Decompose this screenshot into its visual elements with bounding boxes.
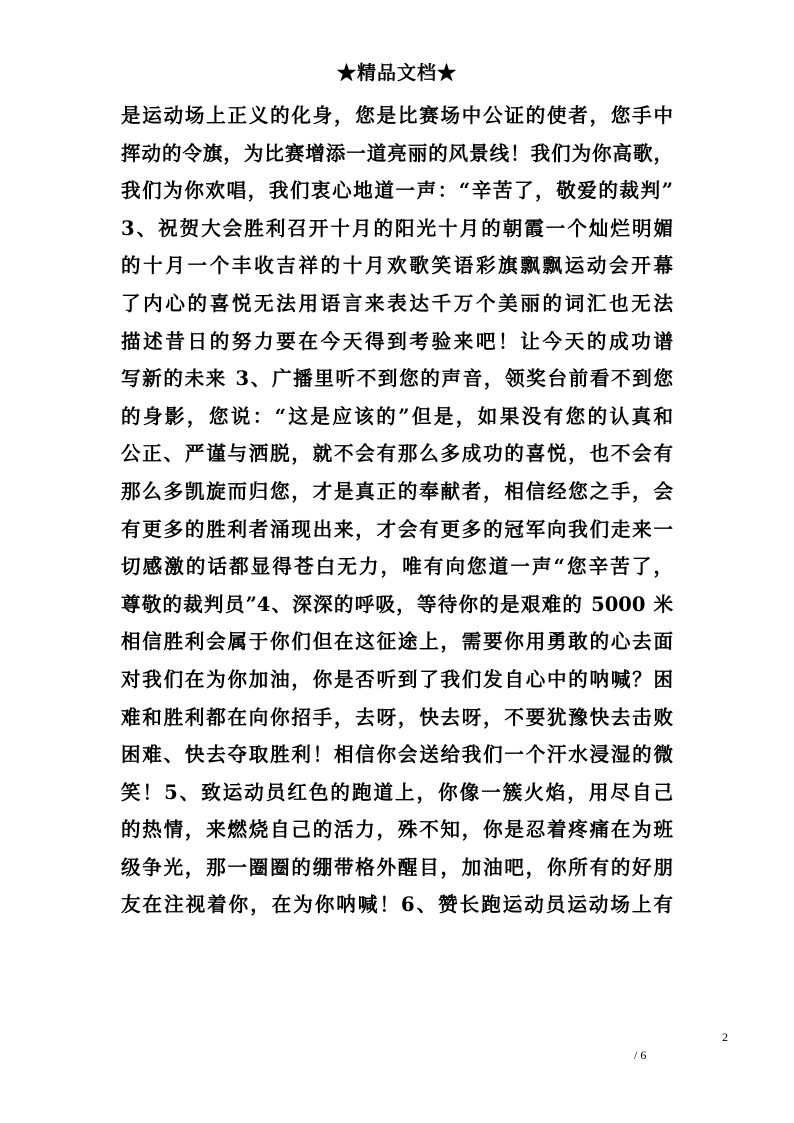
text-line: 我们为你欢唱，我们衷心地道一声：“辛苦了，敬爱的裁判” (121, 179, 673, 203)
text-line: 写新的未来 3、广播里听不到您的声音，领奖台前看不到您 (121, 367, 673, 391)
text-line: 公正、严谨与洒脱，就不会有那么多成功的喜悦，也不会有 (121, 442, 673, 466)
text-line: 困难、快去夺取胜利！相信你会送给我们一个汗水浸湿的微 (121, 743, 673, 767)
text-line: 的热情，来燃烧自己的活力，殊不知，你是忍着疼痛在为班 (121, 818, 673, 842)
text-line: 了内心的喜悦无法用语言来表达千万个美丽的词汇也无法 (121, 291, 673, 315)
text-line: 3、祝贺大会胜利召开十月的阳光十月的朝霞一个灿烂明媚 (121, 216, 673, 240)
text-line: 挥动的令旗，为比赛增添一道亮丽的风景线！我们为你高歌， (121, 141, 673, 165)
text-line: 对我们在为你加油，你是否听到了我们发自心中的呐喊？困 (121, 667, 673, 691)
page-number: 2 (722, 1030, 728, 1044)
text-line: 友在注视着你，在为你呐喊！6、赞长跑运动员运动场上有 (121, 893, 673, 917)
text-line: 切感激的话都显得苍白无力，唯有向您道一声“您辛苦了， (121, 555, 673, 579)
text-line: 难和胜利都在向你招手，去呀，快去呀，不要犹豫快去击败 (121, 705, 673, 729)
text-line: 有更多的胜利者涌现出来，才会有更多的冠军向我们走来一 (121, 517, 673, 541)
text-line: 相信胜利会属于你们但在这征途上，需要你用勇敢的心去面 (121, 630, 673, 654)
text-line: 的十月一个丰收吉祥的十月欢歌笑语彩旗飘飘运动会开幕 (121, 254, 673, 278)
page-total: / 6 (634, 1048, 647, 1062)
text-line: 的身影，您说：“这是应该的”但是，如果没有您的认真和 (121, 404, 673, 428)
text-line: 描述昔日的努力要在今天得到考验来吧！让今天的成功谱 (121, 329, 673, 353)
text-line: 那么多凯旋而归您，才是真正的奉献者，相信经您之手，会 (121, 479, 673, 503)
document-header: ★精品文档★ (336, 62, 457, 84)
text-line: 是运动场上正义的化身，您是比赛场中公证的使者，您手中 (121, 104, 673, 127)
text-line: 级争光，那一圈圈的绷带格外醒目，加油吧，你所有的好朋 (121, 855, 673, 879)
document-body (121, 97, 673, 924)
text-line: 笑！5、致运动员红色的跑道上，你像一簇火焰，用尽自己 (121, 780, 673, 804)
text-line: 尊敬的裁判员”4、深深的呼吸，等待你的是艰难的 5000 米 (121, 592, 673, 616)
